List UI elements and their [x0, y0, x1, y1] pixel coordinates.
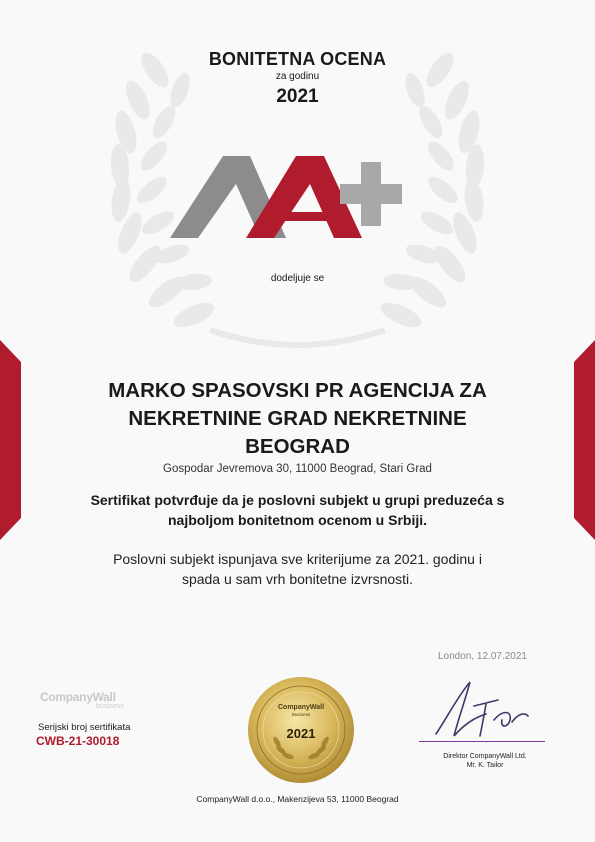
seal-year: 2021: [286, 726, 316, 741]
statement-line-2: najboljom bonitetnom ocenom u Srbiji.: [168, 512, 427, 528]
serial-label: Serijski broj sertifikata: [38, 722, 131, 733]
rating-grade: AA+: [168, 150, 170, 151]
company-name-line-2: NEKRETNINE GRAD NEKRETNINE: [128, 407, 467, 430]
criteria-text: [0, 549, 595, 589]
footer-address: CompanyWall d.o.o., Makenzijeva 53, 11000 Beograd: [196, 794, 399, 804]
signatory-name: Mr. K. Tailor: [466, 762, 504, 769]
award-text: dodeljuje se: [270, 273, 325, 284]
issue-date: London, 12.07.2021: [438, 651, 527, 662]
signature-icon: [428, 676, 538, 742]
signature-line: [419, 741, 545, 742]
rating-logo-icon: [168, 150, 408, 242]
certificate-year: 2021: [276, 86, 319, 107]
seal-brand: CompanyWall: [277, 704, 325, 711]
certificate-statement: [0, 490, 595, 530]
company-name-line-1: MARKO SPASOVSKI PR AGENCIJA ZA: [108, 379, 487, 402]
seal-brand-sub: Business: [291, 712, 311, 717]
company-name-line-3: BEOGRAD: [245, 435, 350, 458]
certificate-subtitle: za godinu: [275, 71, 320, 82]
signatory-title: Direktor CompanyWall Ltd.: [443, 753, 527, 760]
statement-line-1: Sertifikat potvrđuje da je poslovni subjekt u grupi preduzeća s: [90, 492, 505, 508]
companywall-logo: CompanyWall: [40, 690, 116, 704]
certificate-title: BONITETNA OCENA: [208, 49, 387, 69]
criteria-line-2: spada u sam vrh bonitetne izvrsnosti.: [181, 571, 414, 587]
gold-seal-icon: [247, 676, 355, 784]
criteria-line-1: Poslovni subjekt ispunjava sve kriterijume za 2021. godinu i: [113, 551, 482, 567]
serial-number: CWB-21-30018: [36, 734, 120, 748]
company-name: [0, 377, 595, 461]
companywall-logo-sub: business: [96, 703, 124, 710]
company-address: Gospodar Jevremova 30, 11000 Beograd, Stari Grad: [163, 463, 432, 475]
